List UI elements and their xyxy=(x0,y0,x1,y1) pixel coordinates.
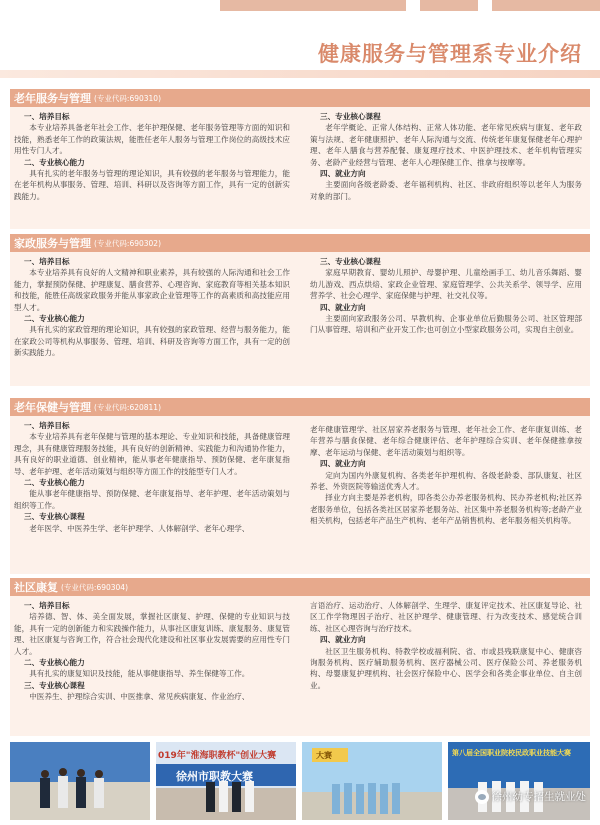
text-employment: 主要面向各级老龄委、老年福利机构、社区、非政府组织等以老年人为服务对象的部门。 xyxy=(310,180,582,201)
left-column xyxy=(14,600,290,703)
photo-team-outdoor xyxy=(302,742,442,820)
right-column xyxy=(310,111,582,202)
heading-employment: 四、就业方向 xyxy=(320,302,366,312)
page-title: 健康服务与管理系专业介绍 xyxy=(318,42,582,66)
section-name: 老年服务与管理 xyxy=(14,92,91,105)
text-ability: 能从事老年健康指导、预防保健、老年康复指导、老年护理、老年活动策划与组织等工作。 xyxy=(14,489,290,510)
photo-award-stage-art xyxy=(10,742,150,820)
top-bar-1 xyxy=(220,0,406,11)
section-body-elderly-health xyxy=(10,416,590,574)
top-decoration xyxy=(0,0,600,12)
team-banner-text: 大赛 xyxy=(316,751,332,760)
section-name: 家政服务与管理 xyxy=(14,237,91,250)
text-courses: 老年学概论、正常人体结构、正常人体功能、老年常见疾病与康复、老年政策与法规、老年健康照护、老年人际沟通与交流、传统老年康复保健老年心理护理、老年人膳食与营养配餐、康复理疗技术、中医护理技术、老年机构管理实务、老龄产业经营与管理、老年人心理保健工作、推拿与按摩等。 xyxy=(310,123,582,167)
section-code: (专业代码:690304) xyxy=(61,582,129,592)
watermark-text: 徐州幼专招生就业处 xyxy=(491,791,586,803)
text-courses: 老年医学、中医养生学、老年护理学、人体解剖学、老年心理学、 xyxy=(29,523,250,533)
section-body-community-rehab xyxy=(10,596,590,736)
right-column xyxy=(310,424,582,527)
wechat-icon xyxy=(475,790,489,804)
text-ability: 具有扎实的家政管理的理论知识，具有较强的家政管理、经营与服务能力，能在家政公司等机构从事服务、管理、培训、科研及咨询等方面工作，具有一定的创新实践能力。 xyxy=(14,325,290,358)
heading-ability: 二、专业核心能力 xyxy=(24,157,85,167)
section-name: 老年保健与管理 xyxy=(14,401,91,414)
text-courses: 中医养生、护理综合实训、中医推拿、常见疾病康复、作业治疗、 xyxy=(29,692,250,702)
heading-goal: 一、培养目标 xyxy=(24,421,70,430)
heading-ability: 二、专业核心能力 xyxy=(24,658,85,668)
section-header-elderly-service xyxy=(10,89,590,107)
text-goal: 本专业培养具有良好的人文精神和职业素养，具有较强的人际沟通和社会工作能力，掌握预防保健、护理康复、膳食营养、心理咨询、家庭教育等相关基本知识和技能，能胜任高级家政服务并能从事家政企业管理等工作的高素质和高技能应用型人才。 xyxy=(14,268,290,312)
text-ability: 具有扎实的康复知识及技能，能从事健康指导、养生保健等工作。 xyxy=(29,669,250,679)
heading-goal: 一、培养目标 xyxy=(24,257,70,266)
heading-courses: 三、专业核心课程 xyxy=(320,257,381,266)
photo-strip xyxy=(10,742,590,820)
contest-banner-text: 019年"淮海职教杯"创业大赛 xyxy=(158,751,277,761)
title-divider xyxy=(0,70,600,78)
section-header-housekeeping xyxy=(10,234,590,252)
heading-courses: 三、专业核心课程 xyxy=(24,512,85,522)
heading-courses: 三、专业核心课程 xyxy=(320,112,381,121)
top-bar-3 xyxy=(492,0,600,11)
contest-banner-subtext: 徐州市职教大赛 xyxy=(176,770,253,783)
heading-ability: 二、专业核心能力 xyxy=(24,478,85,488)
heading-employment: 四、就业方向 xyxy=(320,459,366,469)
section-body-elderly-service xyxy=(10,107,590,229)
text-employment-detail: 择业方向主要是养老机构，即各类公办养老服务机构、民办养老机构;社区养老服务单位，包括各类社区居家养老服务站、社区集中养老服务机构等;老龄产业相关机构，包括老年产品生产机构、老年产品销售机构、老年服务相关机构等。 xyxy=(310,493,582,526)
right-column xyxy=(310,600,582,691)
text-goal: 培养德、智、体、美全面发展，掌握社区康复、护理、保健的专业知识与技能，具有一定的创新能力和实践操作能力，从事社区康复训练、康复服务、康复管理、社区康复与咨询工作，符合社会现代化建设和社区事业发展需要的应用性专门人才。 xyxy=(14,612,290,656)
section-code: (专业代码:620811) xyxy=(94,402,162,412)
text-employment: 社区卫生服务机构、特教学校或福利院、省、市或县残联康复中心、健康咨询服务机构、医疗辅助服务机构、医疗器械公司、医疗保险公司、养老服务机构、母婴康复护理机构、社会医疗保险中心、医学会和各类企事业单位、自主创业。 xyxy=(310,646,582,690)
text-courses: 家庭早期教育、婴幼儿照护、母婴护理、儿童绘画手工、幼儿音乐舞蹈、婴幼儿游戏、西点烘焙、家政企业管理、家庭管理学、公共关系学、领导学、应用营养学、社会心理学、家庭保健与护理、社交礼仪等。 xyxy=(310,268,582,301)
text-ability: 具有扎实的老年服务与管理的理论知识，具有较强的老年服务与管理能力，能在老年机构从事服务、管理、培训、科研以及咨询等方面工作，具有一定的创新实践能力。 xyxy=(14,169,290,201)
heading-employment: 四、就业方向 xyxy=(320,635,366,645)
photo-award-stage xyxy=(10,742,150,820)
competition-banner-text: 第八届全国职业院校民政职业技能大赛 xyxy=(452,749,571,757)
top-bar-2 xyxy=(420,0,478,11)
left-column xyxy=(14,111,290,202)
section-code: (专业代码:690302) xyxy=(94,238,162,248)
section-body-housekeeping xyxy=(10,252,590,386)
text-employment: 主要面向家政服务公司、早教机构、企事业单位后勤服务公司、社区管理部门从事管理、培训和产业开发工作;也可创立小型家政服务公司，实现自主创业。 xyxy=(310,314,582,335)
heading-ability: 二、专业核心能力 xyxy=(24,314,85,324)
right-column xyxy=(310,256,582,336)
text-goal: 本专业培养具备老年社会工作、老年护理保健、老年服务管理等方面的知识和技能，熟悉老年工作的政策法规，能胜任老年人服务与管理工作岗位的高级技术应用性专门人才。 xyxy=(14,123,290,156)
text-courses-cont: 言语治疗、运动治疗、人体解剖学、生理学、康复评定技术、社区康复导论、社区工作学物理因子治疗、社区护理学、健康管理、行为改变技术、感觉统合训练、社区心理咨询与治疗技术。 xyxy=(310,601,582,633)
section-name: 社区康复 xyxy=(14,581,58,594)
left-column xyxy=(14,420,290,534)
text-courses-cont: 老年健康管理学、社区居家养老服务与管理、老年社会工作、老年康复训练、老年营养与膳食保健、老年综合健康评估、老年护理综合实训、老年保健推拿按摩、老年运动与保健、老年活动策划与组织等。 xyxy=(310,425,582,457)
text-employment: 定向为国内外康复机构、各类老年护理机构、各级老龄委、部队康复、社区养老、外资医院等输送优秀人才。 xyxy=(310,470,582,492)
section-header-elderly-health xyxy=(10,398,590,416)
watermark xyxy=(475,789,587,804)
heading-goal: 一、培养目标 xyxy=(24,601,70,610)
left-column xyxy=(14,256,290,359)
section-header-community-rehab xyxy=(10,578,590,596)
heading-goal: 一、培养目标 xyxy=(24,112,70,121)
section-code: (专业代码:690310) xyxy=(94,93,162,103)
photo-entrepreneur-contest xyxy=(156,742,296,820)
heading-employment: 四、就业方向 xyxy=(320,169,366,179)
photo-skills-competition xyxy=(448,742,590,820)
text-goal: 本专业培养具有老年保健与管理的基本理论、专业知识和技能，具备健康管理理念，具有健康管理服务技能，具有良好的创新精神、实践能力和沟通协作能力，具有良好的职业道德、创业精神，能从事老年健康指导、预防保健、老年康复指导、老年护理、老年活动策划与组织等方面工作的技能型专门人才。 xyxy=(14,432,290,476)
heading-courses: 三、专业核心课程 xyxy=(24,680,85,690)
